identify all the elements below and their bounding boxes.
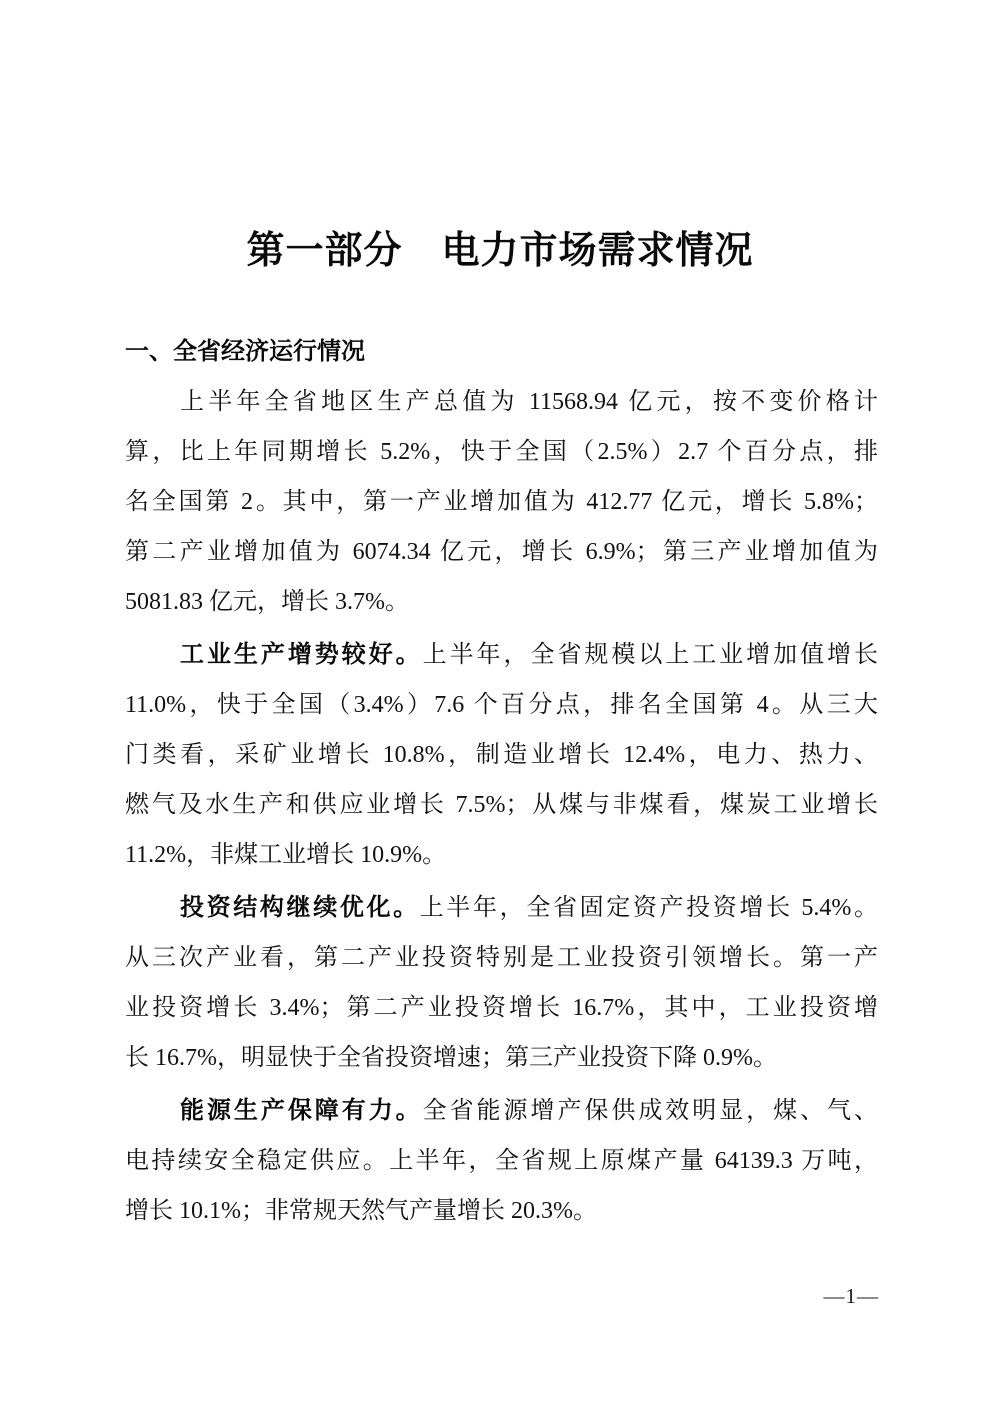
paragraph-investment	[125, 883, 878, 1083]
text-line	[125, 527, 878, 577]
line-text: 第二产业增加值为 6074.34 亿元，增长 6.9%；第三产业增加值为	[125, 539, 878, 565]
line-text: 算，比上年同期增长 5.2%，快于全国（2.5%）2.7 个百分点，排	[125, 439, 878, 465]
line-text: 电持续安全稳定供应。上半年，全省规上原煤产量 64139.3 万吨，	[125, 1148, 878, 1174]
document-body	[125, 327, 878, 1236]
line-text: 5081.83 亿元，增长 3.7%。	[125, 589, 409, 615]
line-text: 11.2%，非煤工业增长 10.9%。	[125, 842, 447, 868]
line-text: 增长 10.1%；非常规天然气产量增长 20.3%。	[125, 1198, 597, 1224]
text-line	[125, 730, 878, 780]
text-line	[125, 830, 878, 880]
page-number: —1—	[823, 1284, 879, 1308]
text-line	[125, 1136, 878, 1186]
line-text: 从三次产业看，第二产业投资特别是工业投资引领增长。第一产	[125, 945, 878, 971]
line-text: 门类看，采矿业增长 10.8%，制造业增长 12.4%，电力、热力、	[125, 742, 878, 768]
text-line	[125, 577, 878, 627]
text-line	[125, 1186, 878, 1236]
text-line	[125, 477, 878, 527]
paragraph-energy	[125, 1086, 878, 1236]
text-line	[125, 983, 878, 1033]
line-text: 燃气及水生产和供应业增长 7.5%；从煤与非煤看，煤炭工业增长	[125, 792, 878, 818]
text-line	[125, 883, 878, 933]
line-bold-lead: 能源生产保障有力。	[180, 1097, 423, 1124]
paragraph-industry	[125, 630, 878, 880]
line-text: 长 16.7%，明显快于全省投资增速；第三产业投资下降 0.9%。	[125, 1045, 777, 1071]
line-bold-lead: 投资结构继续优化。	[180, 894, 420, 921]
text-line	[125, 780, 878, 830]
text-line	[125, 1033, 878, 1083]
line-text: 上半年，全省规模以上工业增加值增长	[422, 642, 878, 668]
text-line	[125, 630, 878, 680]
text-line	[125, 1086, 878, 1136]
section-heading: 一、全省经济运行情况	[125, 338, 365, 365]
page-title: 第一部分 电力市场需求情况	[246, 230, 754, 272]
line-text: 11.0%，快于全国（3.4%）7.6 个百分点，排名全国第 4。从三大	[125, 692, 878, 718]
line-text: 名全国第 2。其中，第一产业增加值为 412.77 亿元，增长 5.8%；	[125, 489, 878, 515]
text-line	[125, 933, 878, 983]
line-text: 业投资增长 3.4%；第二产业投资增长 16.7%，其中，工业投资增	[125, 995, 878, 1021]
paragraph-gdp	[125, 377, 878, 627]
line-text: 上半年，全省固定资产投资增长 5.4%。	[419, 895, 878, 921]
line-bold-lead: 工业生产增势较好。	[180, 641, 423, 668]
text-line	[125, 680, 878, 730]
line-text: 全省能源增产保供成效明显，煤、气、	[422, 1098, 878, 1124]
line-text: 上半年全省地区生产总值为 11568.94 亿元，按不变价格计	[180, 389, 878, 415]
text-line	[125, 377, 878, 427]
text-line	[125, 427, 878, 477]
